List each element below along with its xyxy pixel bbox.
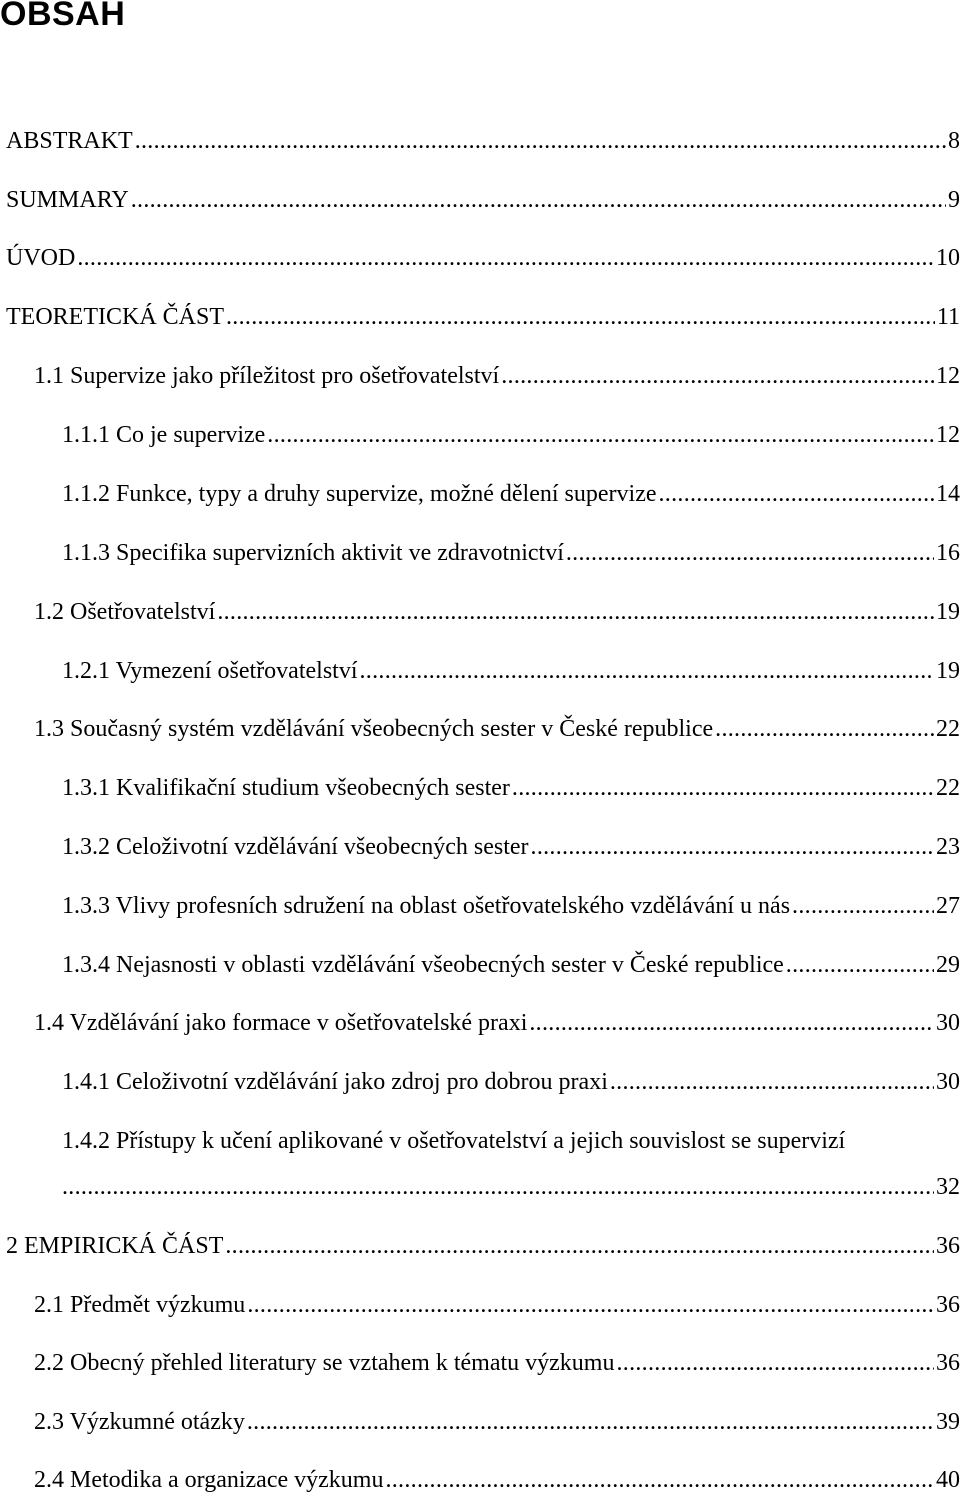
- toc-entry-page: 12: [936, 363, 960, 389]
- toc-entry-page: 29: [936, 952, 960, 978]
- toc-entry-2-1[interactable]: [34, 1290, 960, 1320]
- dot-leader: [715, 714, 934, 744]
- toc-entry-label: 2.3 Výzkumné otázky: [34, 1409, 245, 1435]
- dot-leader: [247, 1407, 934, 1437]
- toc-entry-page: 19: [936, 658, 960, 684]
- toc-entry-label: 1.4.2 Přístupy k učení aplikované v ošetřovatelství a jejich souvislost se supervizí: [62, 1128, 846, 1154]
- dot-leader: [659, 479, 935, 509]
- dot-leader: [616, 1348, 934, 1378]
- toc-entry-1-4-2-continuation[interactable]: [62, 1172, 960, 1202]
- toc-entry-label: 1.1 Supervize jako příležitost pro ošetřovatelství: [34, 363, 500, 389]
- toc-entry-page: 30: [936, 1069, 960, 1095]
- dot-leader: [226, 302, 935, 332]
- toc-entry-label: ABSTRAKT: [6, 128, 133, 154]
- dot-leader: [360, 656, 935, 686]
- toc-entry-1-2[interactable]: [34, 597, 960, 627]
- toc-entry-page: 36: [936, 1233, 960, 1259]
- toc-entry-page: 10: [936, 245, 960, 271]
- toc-entry-page: 36: [936, 1292, 960, 1318]
- toc-entry-page: 40: [936, 1467, 960, 1493]
- page-title: OBSAH: [0, 0, 126, 33]
- toc-entry-teoreticka-cast[interactable]: [6, 302, 960, 332]
- toc-entry-label: 1.3.4 Nejasnosti v oblasti vzdělávání všeobecných sester v České republice: [62, 952, 784, 978]
- dot-leader: [77, 243, 934, 273]
- toc-entry-label: 1.1.1 Co je supervize: [62, 422, 266, 448]
- toc-entry-page: 36: [936, 1350, 960, 1376]
- toc-entry-page: 12: [936, 422, 960, 448]
- toc-entry-page: 19: [936, 599, 960, 625]
- toc-entry-page: 39: [936, 1409, 960, 1435]
- dot-leader: [610, 1067, 934, 1097]
- toc-entry-page: 30: [936, 1010, 960, 1036]
- dot-leader: [225, 1231, 934, 1261]
- toc-entry-label: 1.2 Ošetřovatelství: [34, 599, 216, 625]
- toc-entry-page: 14: [936, 481, 960, 507]
- toc-entry-label: 1.4 Vzdělávání jako formace v ošetřovatelské praxi: [34, 1010, 528, 1036]
- toc-entry-1-1-2[interactable]: [62, 479, 960, 509]
- toc-entry-summary[interactable]: [6, 185, 960, 215]
- dot-leader: [62, 1172, 934, 1202]
- toc-entry-label: ÚVOD: [6, 245, 76, 271]
- toc-entry-uvod[interactable]: [6, 243, 960, 273]
- toc-entry-2-4[interactable]: [34, 1465, 960, 1495]
- dot-leader: [217, 597, 934, 627]
- toc-entry-1-3-4[interactable]: [62, 950, 960, 980]
- toc-entry-label: 1.3 Současný systém vzdělávání všeobecných sester v České republice: [34, 716, 714, 742]
- toc-entry-1-1-1[interactable]: [62, 420, 960, 450]
- dot-leader: [529, 1008, 934, 1038]
- dot-leader: [566, 538, 934, 568]
- dot-leader: [501, 361, 934, 391]
- toc-entry-label: 2.4 Metodika a organizace výzkumu: [34, 1467, 384, 1493]
- dot-leader: [531, 832, 934, 862]
- toc-entry-page: 23: [936, 834, 960, 860]
- dot-leader: [786, 950, 934, 980]
- toc-entry-label: 1.1.2 Funkce, typy a druhy supervize, možné dělení supervize: [62, 481, 657, 507]
- toc-entry-label: 2.1 Předmět výzkumu: [34, 1292, 246, 1318]
- toc-entry-page: 8: [948, 128, 960, 154]
- toc-entry-1-1[interactable]: [34, 361, 960, 391]
- toc-entry-label: 1.3.1 Kvalifikační studium všeobecných sester: [62, 775, 510, 801]
- toc-entry-2-2[interactable]: [34, 1348, 960, 1378]
- toc-entry-1-3[interactable]: [34, 714, 960, 744]
- dot-leader: [131, 185, 946, 215]
- toc-entry-1-3-2[interactable]: [62, 832, 960, 862]
- dot-leader: [135, 126, 946, 156]
- toc-entry-2-3[interactable]: [34, 1407, 960, 1437]
- dot-leader: [385, 1465, 934, 1495]
- toc-entry-page: 16: [936, 540, 960, 566]
- toc-entry-abstrakt[interactable]: [6, 126, 960, 156]
- toc-entry-label: 2.2 Obecný přehled literatury se vztahem k tématu výzkumu: [34, 1350, 615, 1376]
- toc-entry-label: 1.2.1 Vymezení ošetřovatelství: [62, 658, 358, 684]
- toc-entry-page: 27: [936, 893, 960, 919]
- dot-leader: [247, 1290, 934, 1320]
- toc-entry-label: 1.3.3 Vlivy profesních sdružení na oblast ošetřovatelského vzdělávání u nás: [62, 893, 791, 919]
- toc-entry-1-2-1[interactable]: [62, 656, 960, 686]
- dot-leader: [512, 773, 934, 803]
- toc-entry-page: 32: [936, 1174, 960, 1200]
- toc-entry-label: 1.4.1 Celoživotní vzdělávání jako zdroj pro dobrou praxi: [62, 1069, 608, 1095]
- toc-entry-label: 1.1.3 Specifika supervizních aktivit ve zdravotnictví: [62, 540, 564, 566]
- toc-entry-1-3-1[interactable]: [62, 773, 960, 803]
- toc-entry-label: 1.3.2 Celoživotní vzdělávání všeobecných sester: [62, 834, 529, 860]
- dot-leader: [267, 420, 934, 450]
- toc-entry-page: 22: [936, 716, 960, 742]
- toc-entry-1-4-2[interactable]: [62, 1126, 960, 1156]
- toc-entry-1-4[interactable]: [34, 1008, 960, 1038]
- dot-leader: [792, 891, 934, 921]
- toc-entry-2[interactable]: [6, 1231, 960, 1261]
- toc-entry-page: 11: [936, 304, 960, 330]
- toc-entry-label: 2 EMPIRICKÁ ČÁST: [6, 1233, 224, 1259]
- toc-entry-1-1-3[interactable]: [62, 538, 960, 568]
- toc-entry-1-3-3[interactable]: [62, 891, 960, 921]
- toc-entry-label: TEORETICKÁ ČÁST: [6, 304, 224, 330]
- toc-entry-page: 22: [936, 775, 960, 801]
- toc-entry-label: SUMMARY: [6, 187, 129, 213]
- toc-entry-1-4-1[interactable]: [62, 1067, 960, 1097]
- toc-entry-page: 9: [948, 187, 960, 213]
